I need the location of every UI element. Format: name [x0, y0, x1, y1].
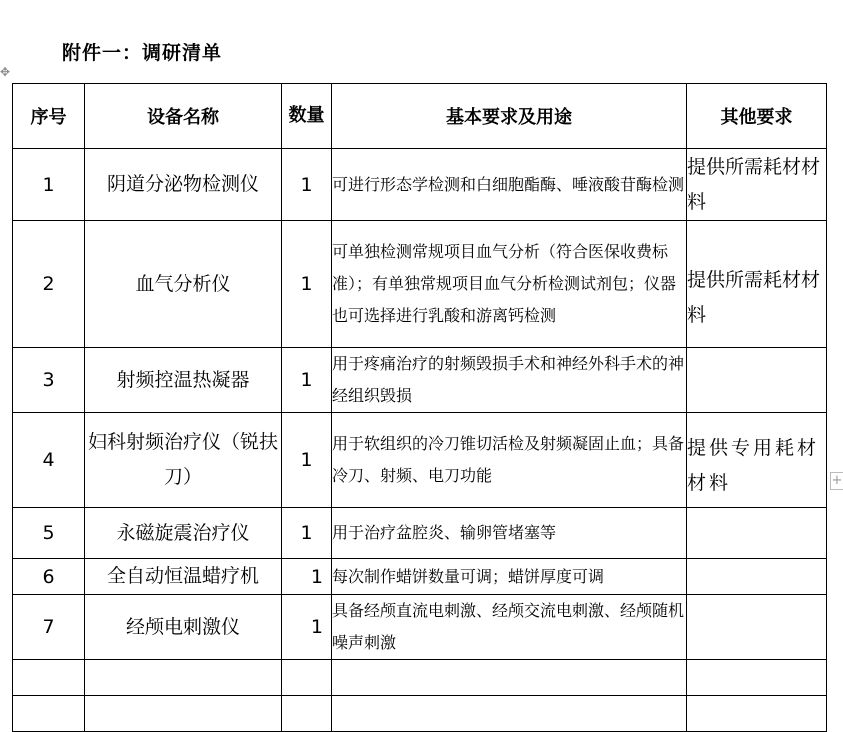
- row-qty: 1: [282, 595, 332, 660]
- row-desc: [332, 696, 687, 732]
- row-desc: 每次制作蜡饼数量可调；蜡饼厚度可调: [332, 559, 687, 595]
- row-index: 6: [13, 559, 85, 595]
- row-other: [687, 696, 827, 732]
- row-desc: 可单独检测常规项目血气分析（符合医保收费标准）；有单独常规项目血气分析检测试剂包；仪器也可选择进行乳酸和游离钙检测: [332, 221, 687, 348]
- table-row: [13, 149, 827, 221]
- row-index: 3: [13, 348, 85, 413]
- row-qty: 1: [282, 149, 332, 221]
- row-device-name: 全自动恒温蜡疗机: [85, 559, 282, 595]
- row-qty: 1: [282, 221, 332, 348]
- row-other: [687, 348, 827, 413]
- document-title: 附件一：调研清单: [62, 42, 223, 64]
- row-other: [687, 559, 827, 595]
- row-qty: 1: [282, 559, 332, 595]
- header-name: 设备名称: [85, 84, 282, 149]
- row-desc: 用于治疗盆腔炎、输卵管堵塞等: [332, 508, 687, 559]
- row-qty: [282, 660, 332, 696]
- header-other: 其他要求: [687, 84, 827, 149]
- row-device-name: [85, 696, 282, 732]
- row-other: [687, 508, 827, 559]
- table-row: [13, 559, 827, 595]
- row-qty: 1: [282, 413, 332, 508]
- table-row: [13, 696, 827, 732]
- row-device-name: 射频控温热凝器: [85, 348, 282, 413]
- row-device-name: 妇科射频治疗仪（锐扶刀）: [85, 413, 282, 508]
- row-desc: 可进行形态学检测和白细胞酯酶、唾液酸苷酶检测: [332, 149, 687, 221]
- row-qty: [282, 696, 332, 732]
- row-index: [13, 660, 85, 696]
- row-qty: 1: [282, 508, 332, 559]
- row-desc: 具备经颅直流电刺激、经颅交流电刺激、经颅随机噪声刺激: [332, 595, 687, 660]
- row-index: 4: [13, 413, 85, 508]
- header-desc: 基本要求及用途: [332, 84, 687, 149]
- table-row: [13, 660, 827, 696]
- table-row: [13, 508, 827, 559]
- table-move-handle-icon[interactable]: ✥: [0, 65, 11, 79]
- table-header-row: [13, 84, 827, 149]
- table-row: [13, 221, 827, 348]
- row-index: 5: [13, 508, 85, 559]
- row-other: 提供所需耗材材料: [687, 221, 827, 348]
- table-row: [13, 595, 827, 660]
- row-qty: 1: [282, 348, 332, 413]
- row-other: 提供所需耗材材料: [687, 149, 827, 221]
- row-device-name: [85, 660, 282, 696]
- row-desc: 用于软组织的冷刀锥切活检及射频凝固止血；具备冷刀、射频、电刀功能: [332, 413, 687, 508]
- row-device-name: 永磁旋震治疗仪: [85, 508, 282, 559]
- row-device-name: 血气分析仪: [85, 221, 282, 348]
- row-desc: 用于疼痛治疗的射频毁损手术和神经外科手术的神经组织毁损: [332, 348, 687, 413]
- survey-table: [12, 83, 827, 732]
- row-index: 7: [13, 595, 85, 660]
- row-device-name: 经颅电刺激仪: [85, 595, 282, 660]
- table-row: [13, 348, 827, 413]
- row-index: [13, 696, 85, 732]
- row-index: 1: [13, 149, 85, 221]
- add-row-plus-icon[interactable]: +: [831, 473, 843, 488]
- row-other: 提供专用耗材材料: [687, 413, 827, 508]
- row-desc: [332, 660, 687, 696]
- table-row: [13, 413, 827, 508]
- row-other: [687, 595, 827, 660]
- row-other: [687, 660, 827, 696]
- row-device-name: 阴道分泌物检测仪: [85, 149, 282, 221]
- header-index: 序号: [13, 84, 85, 149]
- row-index: 2: [13, 221, 85, 348]
- header-qty: 数量: [282, 84, 332, 149]
